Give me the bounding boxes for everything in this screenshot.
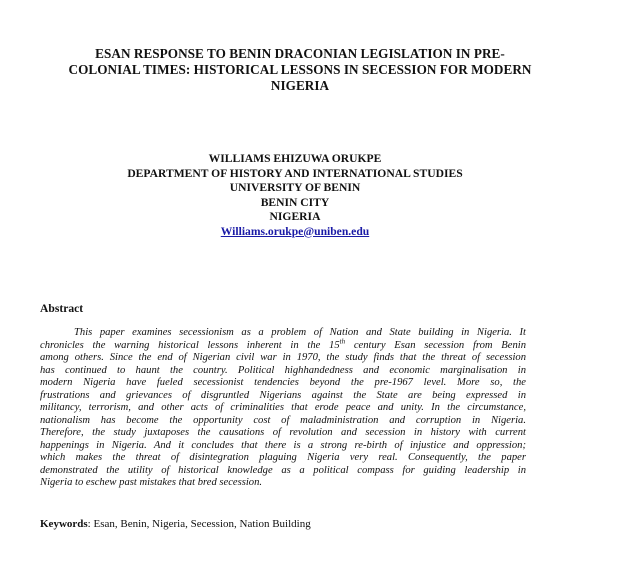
author-email-link[interactable]: Williams.orukpe@uniben.edu: [220, 224, 370, 238]
abstract-line: Therefore, the study juxtaposes the causations of revolution and secession in history with current: [40, 427, 526, 438]
abstract-heading: Abstract: [40, 302, 84, 315]
abstract-line: militancy, terrorism, and other acts of criminalities that erode peace and unity. In the circumstance,: [40, 402, 526, 413]
abstract-line: frustrations and grievances of disgruntled Nigerians against the State are being expressed in: [40, 389, 526, 401]
author-name: WILLIAMS EHIZUWA ORUKPE: [208, 152, 382, 165]
keywords-list: : Esan, Benin, Nigeria, Secession, Nation Building: [87, 518, 311, 530]
author-country: NIGERIA: [269, 210, 321, 223]
title-line: COLONIAL TIMES: HISTORICAL LESSONS IN SECESSION FOR MODERN: [68, 62, 532, 77]
paper-title: [40, 46, 560, 94]
author-city: BENIN CITY: [260, 195, 330, 209]
abstract-line: has continued to haunt the country. Political highhandedness and economic marginalisation in: [40, 364, 526, 376]
abstract-line: demonstrated the utility of historical knowledge as a political compass for guiding leadership in: [40, 464, 526, 476]
keywords-line: [40, 517, 311, 531]
superscript: th: [339, 336, 346, 345]
author-block: [60, 152, 530, 239]
abstract-line: happenings in Nigeria. And it concludes that there is a strong re-birth of injustice and oppression;: [40, 439, 526, 451]
abstract-line: which makes the threat of disintegration plaguing Nigeria very real. Consequently, the paper: [40, 452, 526, 463]
title-line: NIGERIA: [270, 78, 330, 93]
abstract-line: among others. Since the end of Nigerian civil war in 1970, the study finds that the threat of secession: [40, 352, 526, 363]
abstract-line: This paper examines secessionism as a problem of Nation and State building in Nigeria. It: [74, 327, 526, 338]
keywords-label: Keywords: [40, 518, 88, 530]
abstract-line: chronicles the warning historical lessons inherent in the 15th century Esan secession from Benin: [40, 336, 526, 351]
title-line: ESAN RESPONSE TO BENIN DRACONIAN LEGISLATION IN PRE-: [95, 46, 505, 61]
author-department: DEPARTMENT OF HISTORY AND INTERNATIONAL STUDIES: [127, 166, 463, 180]
author-university: UNIVERSITY OF BENIN: [229, 181, 361, 194]
abstract-line: nationalism has become the opportunity cost of maladministration and corruption in Nigeria.: [40, 414, 526, 426]
abstract-line: Nigeria to eschew past mistakes that bred secession.: [40, 477, 263, 488]
abstract-line: modern Nigeria have fueled secessionist tendencies beyond the pre-1967 level. More so, the: [40, 377, 526, 388]
abstract-body: [40, 327, 526, 490]
